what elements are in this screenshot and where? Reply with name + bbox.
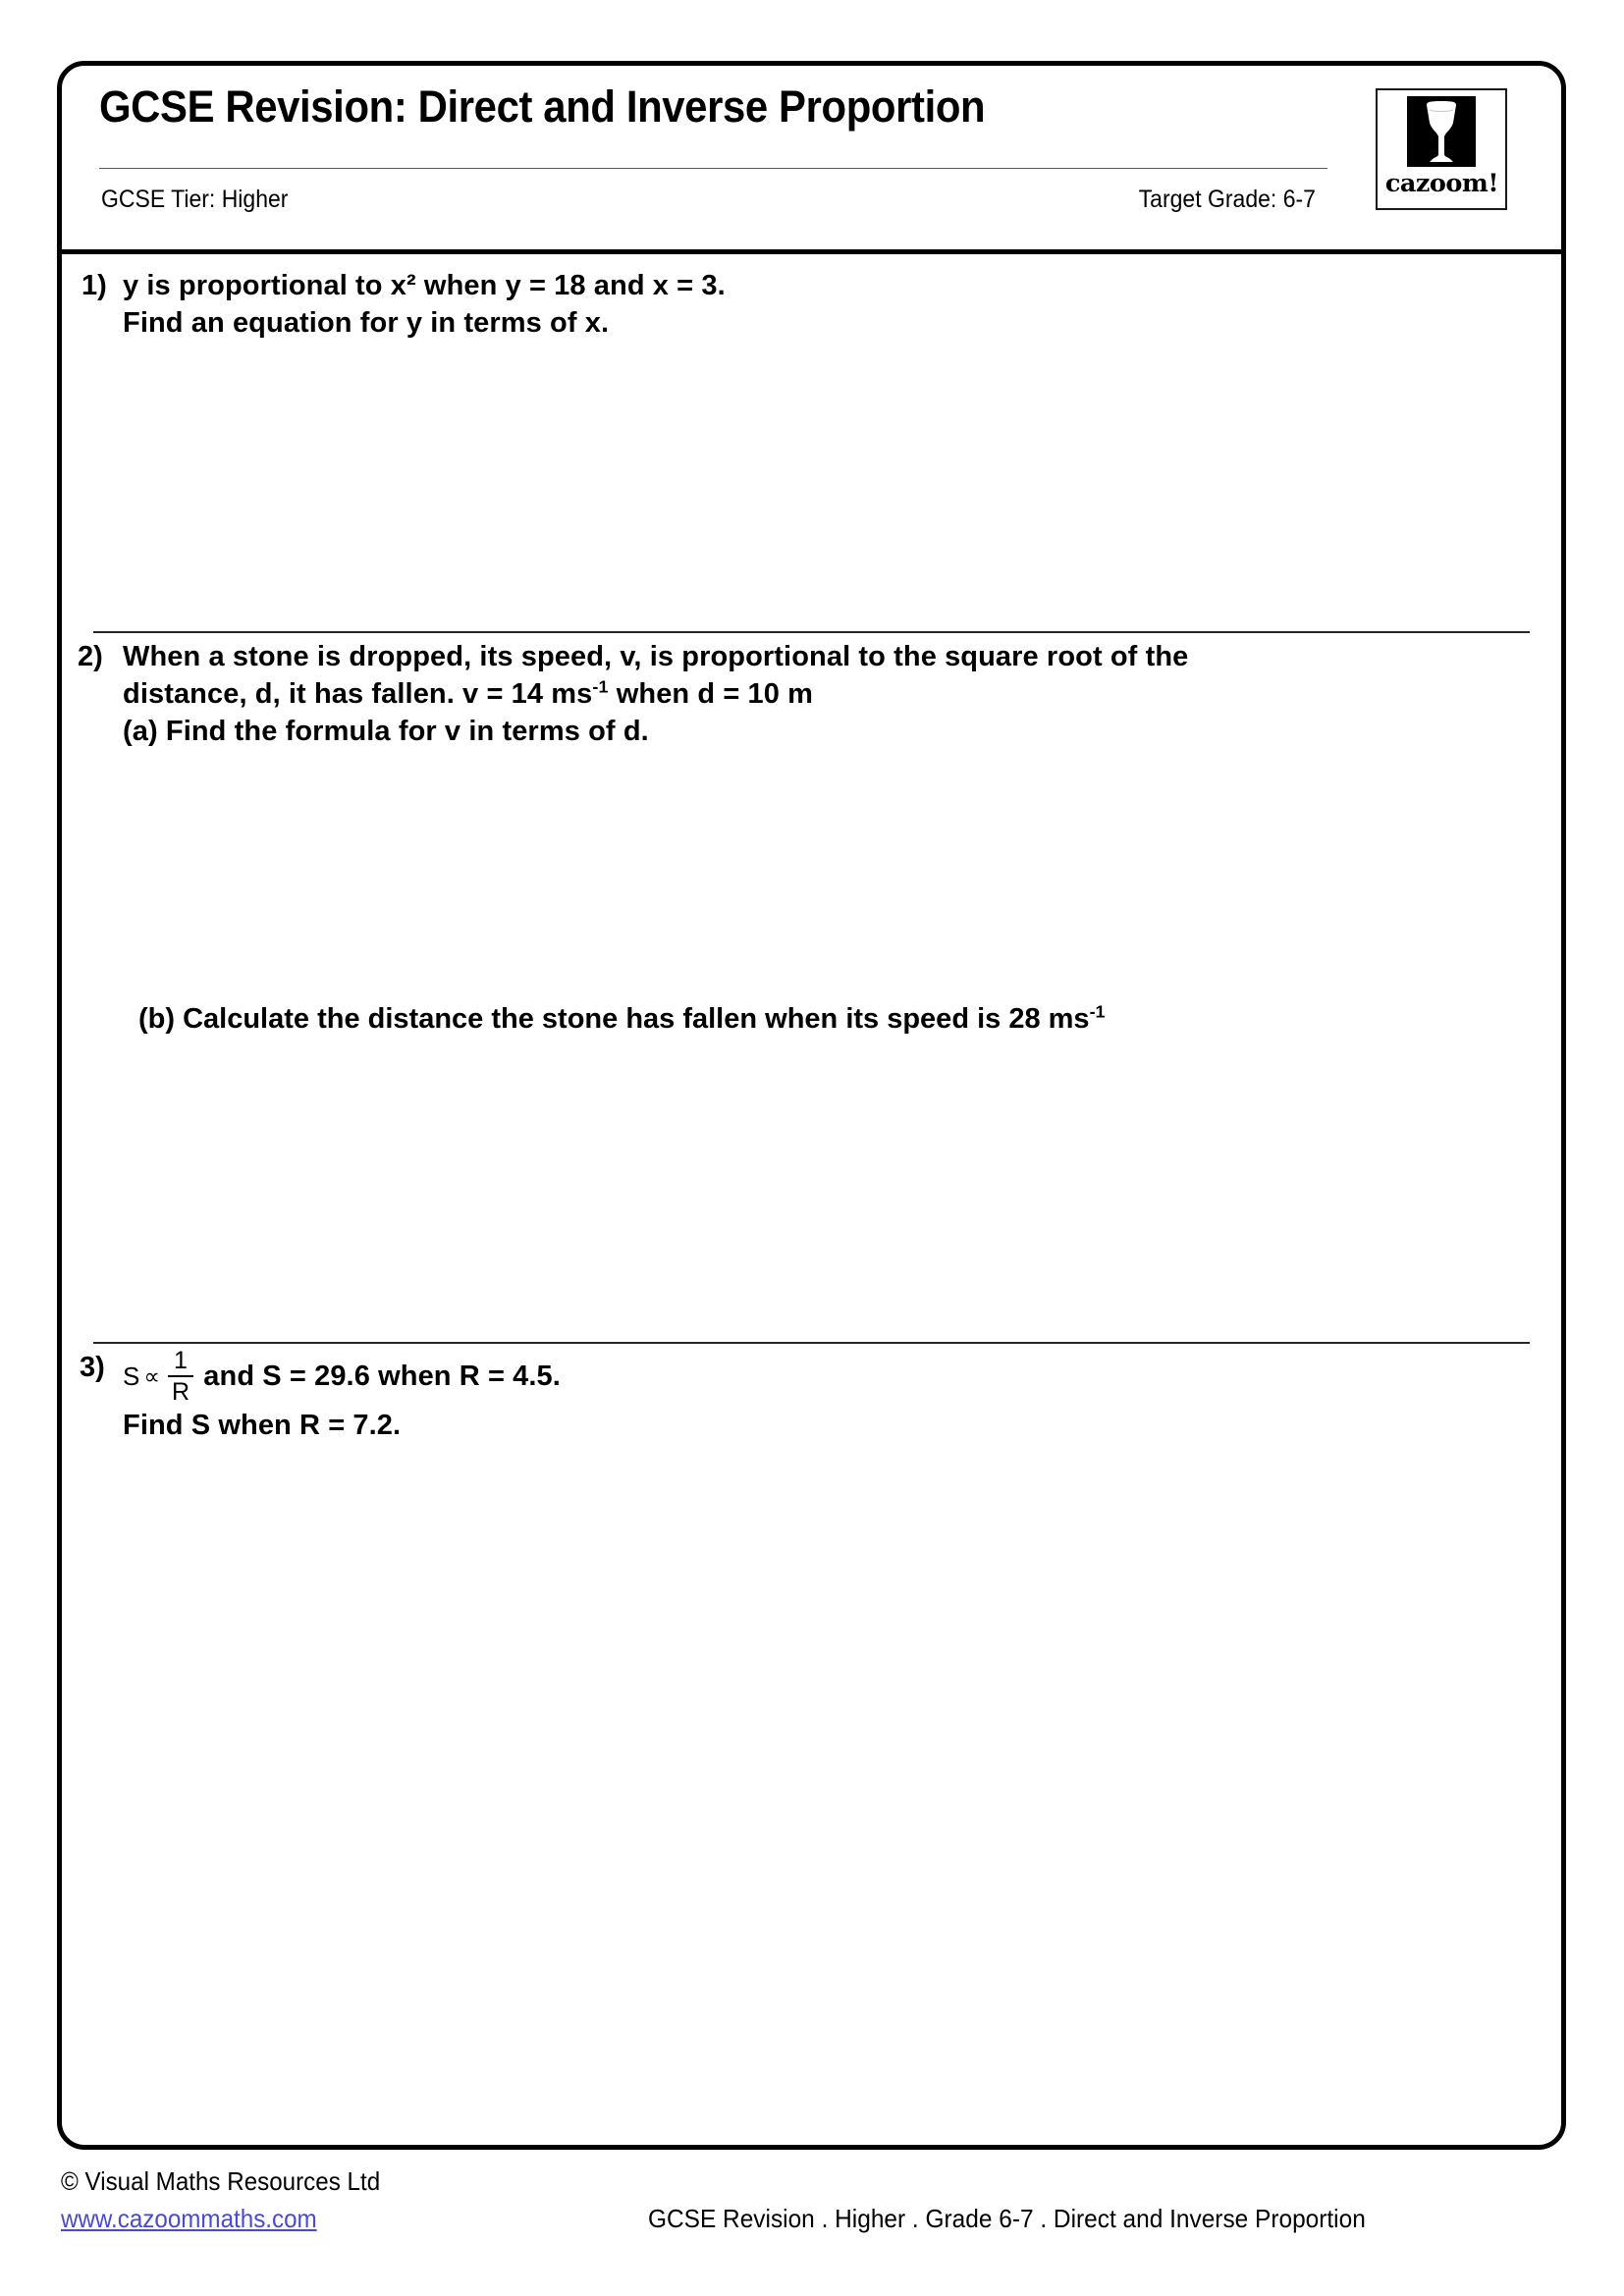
question-2-line-2-superscript: -1 — [592, 676, 609, 697]
tier-label: GCSE Tier: Higher — [101, 186, 289, 213]
question-2-line-2-head: distance, d, it has fallen. v = 14 ms — [123, 678, 593, 710]
worksheet-header — [62, 66, 1561, 249]
proportionality-expression — [123, 1348, 195, 1406]
question-3-line-1-tail: and S = 29.6 when R = 4.5. — [195, 1360, 561, 1392]
target-grade-label: Target Grade: 6-7 — [1138, 186, 1316, 213]
title-block — [99, 80, 1331, 134]
question-1 — [62, 267, 1561, 342]
fraction-denominator: R — [171, 1378, 190, 1407]
title-divider-rule — [99, 168, 1327, 169]
fraction-numerator: 1 — [174, 1347, 189, 1374]
question-2 — [62, 638, 1561, 750]
question-2-part-a: (a) Find the formula for v in terms of d. — [123, 716, 649, 747]
header-body-divider — [57, 249, 1566, 254]
question-separator-1 — [93, 631, 1530, 633]
cazoom-logo — [1376, 88, 1507, 210]
question-1-line-2: Find an equation for y in terms of x. — [123, 307, 610, 339]
proportional-to-icon: ∝ — [143, 1363, 160, 1390]
hourglass-icon — [1407, 96, 1476, 167]
question-3-number: 3) — [80, 1352, 105, 1383]
question-2-line-1: When a stone is dropped, its speed, v, is proportional to the square root of the — [123, 641, 1189, 672]
question-2-number: 2) — [78, 641, 103, 672]
cazoom-wordmark: cazoom! — [1384, 169, 1498, 197]
question-separator-2 — [93, 1342, 1530, 1344]
worksheet-page — [57, 61, 1566, 2150]
question-2-line-2-tail: when d = 10 m — [608, 678, 814, 710]
question-3-line-2: Find S when R = 7.2. — [123, 1409, 402, 1441]
question-2-part-b-text: (b) Calculate the distance the stone has fallen when its speed is 28 ms — [138, 1003, 1090, 1035]
page-title: GCSE Revision: Direct and Inverse Proportion — [99, 81, 986, 132]
question-1-body — [123, 267, 1561, 342]
fraction-bar — [168, 1375, 193, 1377]
question-3 — [62, 1349, 1561, 1444]
question-1-number: 1) — [81, 270, 107, 301]
question-3-body — [123, 1349, 1561, 1444]
question-3-line-1 — [123, 1349, 1561, 1407]
fraction-one-over-r — [168, 1348, 193, 1406]
expression-variable: S — [123, 1362, 140, 1392]
question-2-body — [123, 638, 1561, 750]
question-1-line-1: y is proportional to x² when y = 18 and x = 3. — [123, 270, 726, 301]
question-2-line-2 — [123, 675, 1561, 713]
worksheet-footer — [0, 2165, 1624, 2273]
footer-copyright: © Visual Maths Resources Ltd — [61, 2166, 381, 2196]
question-2-part-b — [138, 1000, 1106, 1038]
footer-website-link[interactable]: www.cazoommaths.com — [61, 2204, 317, 2233]
footer-breadcrumb: GCSE Revision . Higher . Grade 6-7 . Direct and Inverse Proportion — [648, 2204, 1366, 2233]
question-2-part-b-superscript: -1 — [1089, 1001, 1106, 1022]
